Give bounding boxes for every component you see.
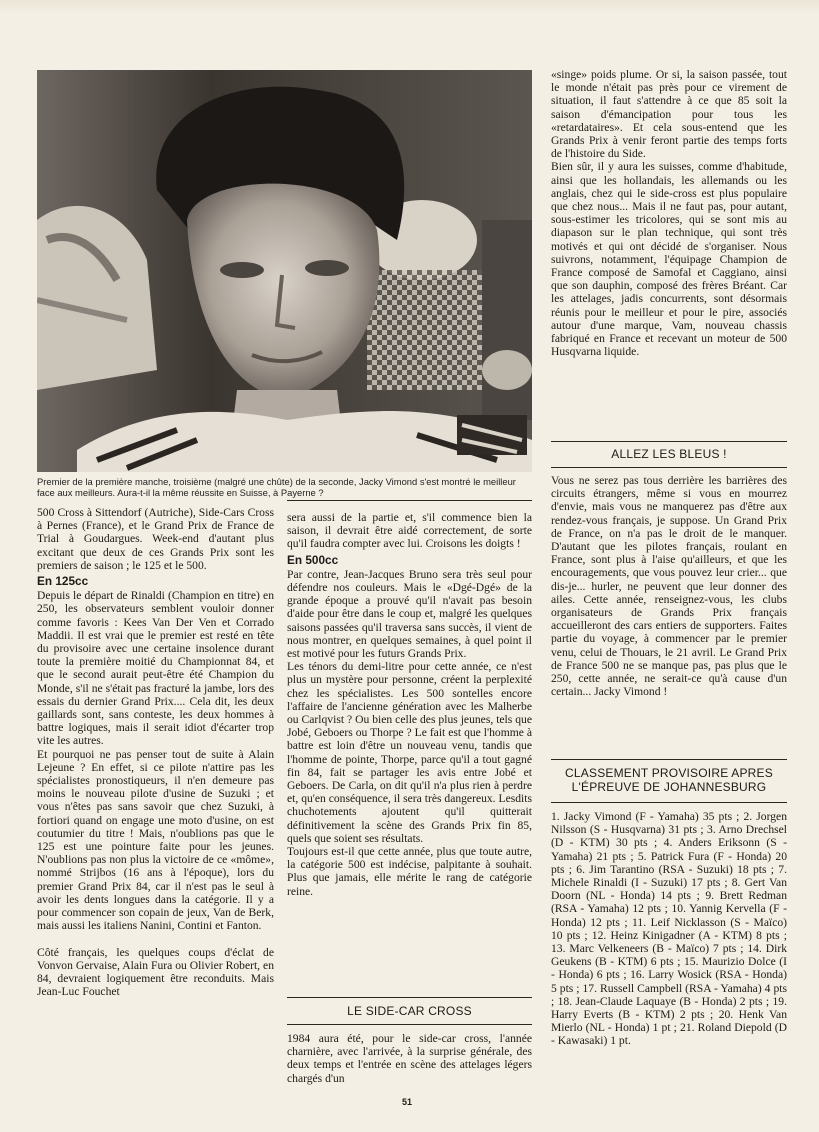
heading-125cc: En 125cc bbox=[37, 574, 89, 589]
paragraph-lejeune: Et pourquoi ne pas penser tout de suite à Alain Lejeune ? En effet, si ce pilote n'attire pas les spécialistes pronostiqueurs, il n'en demeure pas moins le nouveau pilote d'usine de Suzuki ; et vous n'êtes pas sans savoir que chez Suzuki, à fortiori quand on engage une moto d'usine, on est coutumier du titre ! Mais, n'oublions pas que le 125 est une pointure faite pour les jeunes. N'oublions pas non plus la victoire de ce «môme», nommé Strijbos (16 ans à l'époque), lors du premier Grand Prix 84, car il n'est pas le seul à avoir les dents longues dans la catégorie. Il y a pour commencer son copain de jeux, Van de Berk, mais aussi les italiens Nanini, Contini et Fanton. bbox=[37, 747, 274, 933]
sidecar-box-bottom-rule bbox=[287, 1024, 532, 1025]
standings-title-line-1: CLASSEMENT PROVISOIRE APRES bbox=[565, 766, 773, 780]
paragraph-500-tenors: Les ténors du demi-litre pour cette année, ce n'est plus un mystère pour personne, créent la perplexité chez les spécialistes. Les 500 sontelles encore l'affaire de l'ancienne génération avec les Malherbe ou Carlqvist ? Ou bien celle des plus jeunes, tels que Jobé, Geboers ou Thorpe ? Le fait est que l'homme à battre est loin d'être un nouveau venu, tandis que l'homme de pointe, Thorpe, parce qu'il a tout gagné fin 84, fait se partager les avis entre Jobé et Geboers. De Carla, on dit qu'il n'a plus rien à perdre et, qu'en conséquence, il sera très dangereux. Lesdits chuchotements ajoutent qu'il quitterait définitivement la scène des Grands Prix fin 85, quels que soient ses résultats. bbox=[287, 660, 532, 845]
paragraph-500-undecided: Toujours est-il que cette année, plus que toute autre, la catégorie 500 est indécise, palpitante à souhait. Plus que jamais, elle mérite le rang de catégorie reine. bbox=[287, 845, 532, 898]
paragraph-allez-les-bleus: Vous ne serez pas tous derrière les barrières des circuits étrangers, même si vous en mourrez d'envie, mais vous ne manquerez pas d'être aux rendez-vous français, je suppose. Un Grand Prix de France, on n'a pas le droit de le manquer. D'autant que les pilotes français, roulant en France, sont plus à l'aise qu'ailleurs, et que les encouragements, que vous pouvez leur crier... que dis-je... hurler, ne peuvent que leur donner des ailes. Cette année, renseignez-vous, les clubs organisateurs de Grands Prix français accueilleront des cars entiers de supporters. Faites partie du voyage, à commencer par le premier venu, celui de Thouars, le 21 avril. Le Grand Prix de France 500 ne se manque pas, pas plus que le 250, cette année, ne serait-ce qu'à cause d'un certain... Jacky Vimond ! bbox=[551, 474, 787, 699]
allez-les-bleus-column bbox=[551, 474, 787, 698]
standings-title bbox=[551, 766, 787, 794]
paragraph-bruno: Par contre, Jean-Jacques Bruno sera très seul pour défendre nos couleurs. Mais le «Dgé-Dgé» de la grande époque a prouvé qu'il n'avait pas besoin d'aide pour être dans le coup et, malgré les quelques saisons passées qu'il traversa sans succès, il vient de nous montrer, en quelques semaines, à quel point il est motivé pour les futurs Grands Prix. bbox=[287, 567, 532, 661]
paragraph-singe: «singe» poids plume. Or si, la saison passée, tout le monde n'était pas près pour ce virement de situation, il faut s'attendre à ce que 85 soit la saison d'émancipation pour tous les «retardataires». Et cela sous-entend que les Grands Prix à venir feront partie des temps forts de l'histoire du Side. bbox=[551, 68, 787, 161]
page-top-edge bbox=[0, 0, 819, 14]
standings-box-top-rule bbox=[551, 759, 787, 760]
sidecar-section-title: LE SIDE-CAR CROSS bbox=[347, 1004, 472, 1018]
article-column-2 bbox=[287, 511, 532, 898]
sidecar-column bbox=[287, 1032, 532, 1085]
rider-portrait-photo bbox=[37, 70, 532, 472]
heading-500cc: En 500cc bbox=[287, 552, 339, 567]
allez-box-top-rule bbox=[551, 441, 787, 442]
paragraph-french-riders: Côté français, les quelques coups d'éclat de Vonvon Gervaise, Alain Fura ou Olivier Robert, en 84, devraient logiquement être reconduits. Mais Jean-Luc Fouchet bbox=[37, 945, 274, 999]
intro-paragraph: 500 Cross à Sittendorf (Autriche), Side-Cars Cross à Pernes (France), et le Grand Prix de France de Trial à Goudargues. Week-end d'autant plus excitant que deux de ces Grands Prix sont les premiers de saison ; le 125 et le 500. bbox=[37, 506, 274, 572]
allez-box-bottom-rule bbox=[551, 467, 787, 468]
paragraph-fouchet: sera aussi de la partie et, s'il commence bien la saison, il devrait être aidé correctement, de sorte qu'il faudra compter avec lui. Croisons les doigts ! bbox=[287, 511, 532, 551]
article-column-3 bbox=[551, 68, 787, 358]
photo-caption: Premier de la première manche, troisième (malgré une chûte) de la seconde, Jacky Vimond s'est montré le meilleur face aux meilleurs. Aura-t-il la même réussite en Suisse, à Payerne ? bbox=[37, 476, 516, 498]
rider-portrait-illustration bbox=[37, 70, 532, 472]
sidecar-box-top-rule bbox=[287, 997, 532, 998]
page-number: 51 bbox=[401, 1097, 412, 1107]
standings-title-line-2: L'ÉPREUVE DE JOHANNESBURG bbox=[571, 780, 767, 794]
paragraph-sidecar-intro: 1984 aura été, pour le side-car cross, l'année charnière, avec l'arrivée, à la surprise générale, des deux temps et l'entrée en scène des attelages légers chargés d'un bbox=[287, 1032, 532, 1085]
paragraph-125-favorites: Depuis le départ de Rinaldi (Champion en titre) en 250, les observateurs semblent vouloir donner comme favoris : Kees Van Der Ven et Corrado Maddii. Il est vrai que le premier est resté en tête du provisoire avec une certaine insolence durant toute la première moitié du Championnat 84, et que le second aurait peut-être été Champion du Monde, s'il ne s'était pas fracturé la jambe, lors des essais du dernier Grand Prix.... Cela dit, les deux gaillards sont, sans conteste, les deux hommes à battre logiques, mais il serait idiot d'écarter trop vite les autres. bbox=[37, 589, 274, 748]
column-divider-rule bbox=[287, 500, 532, 501]
allez-les-bleus-title: ALLEZ LES BLEUS ! bbox=[611, 447, 727, 461]
standings-list: 1. Jacky Vimond (F - Yamaha) 35 pts ; 2. Jorgen Nilsson (S - Husqvarna) 31 pts ; 3. Arno Drechsel (D - KTM) 30 pts ; 4. Anders Eriksonn (S - Yamaha) 21 pts ; 5. Patrick Fura (F - Honda) 20 pts ; 6. Jim Tarantino (RSA - Suzuki) 18 pts ; 7. Michele Rinaldi (I - Suzuki) 17 pts ; 8. Gert Van Doorn (NL - Honda) 14 pts ; 9. Brett Redman (RSA - Yamaha) 12 pts ; 10. Yannig Kervella (F - Honda) 12 pts ; 11. Leif Nicklasson (S - Maïco) 10 pts ; 12. Heinz Kinigadner (A - KTM) 8 pts ; 13. Marc Velkeneers (B - Maïco) 7 pts ; 14. Dirk Geukens (B - KTM) 6 pts ; 15. Maurizio Dolce (I - Honda) 6 pts ; 16. Larry Wosick (RSA - Honda) 5 pts ; 17. Russell Campbell (RSA - Yamaha) 4 pts ; 18. Jean-Claude Laquaye (B - Honda) 2 pts ; 19. Harry Everts (B - KTM) 2 pts ; 20. Henk Van Mierlo (NL - Honda) 1 pt ; 21. Roland Diepold (D - Kawasaki) 1 pt. bbox=[551, 810, 787, 1048]
article-column-1 bbox=[37, 506, 274, 998]
standings-box-bottom-rule bbox=[551, 802, 787, 803]
standings-column bbox=[551, 810, 787, 1048]
paragraph-tricolores: Bien sûr, il y aura les suisses, comme d'habitude, ainsi que les hollandais, les allemands ou les anglais, chez qui le side-cross est plus populaire que chez nous... Mais il ne faut pas, pour autant, sous-estimer les tricolores, qui se sont mis au diapason sur le plan technique, qui sont très motivés et qui ont décidé de s'organiser. Nous suivrons, notamment, l'équipage Champion de France composé de Samofal et Caggiano, ainsi que son dauphin, composé des frères Bréant. Car les attelages, jadis concurrents, sont désormais réunis pour le meilleur et pour le pire, associés autour d'une marque, Vam, nouveau chassis fabriqué en France et recevant un moteur de 500 Husqvarna liquide. bbox=[551, 160, 787, 359]
